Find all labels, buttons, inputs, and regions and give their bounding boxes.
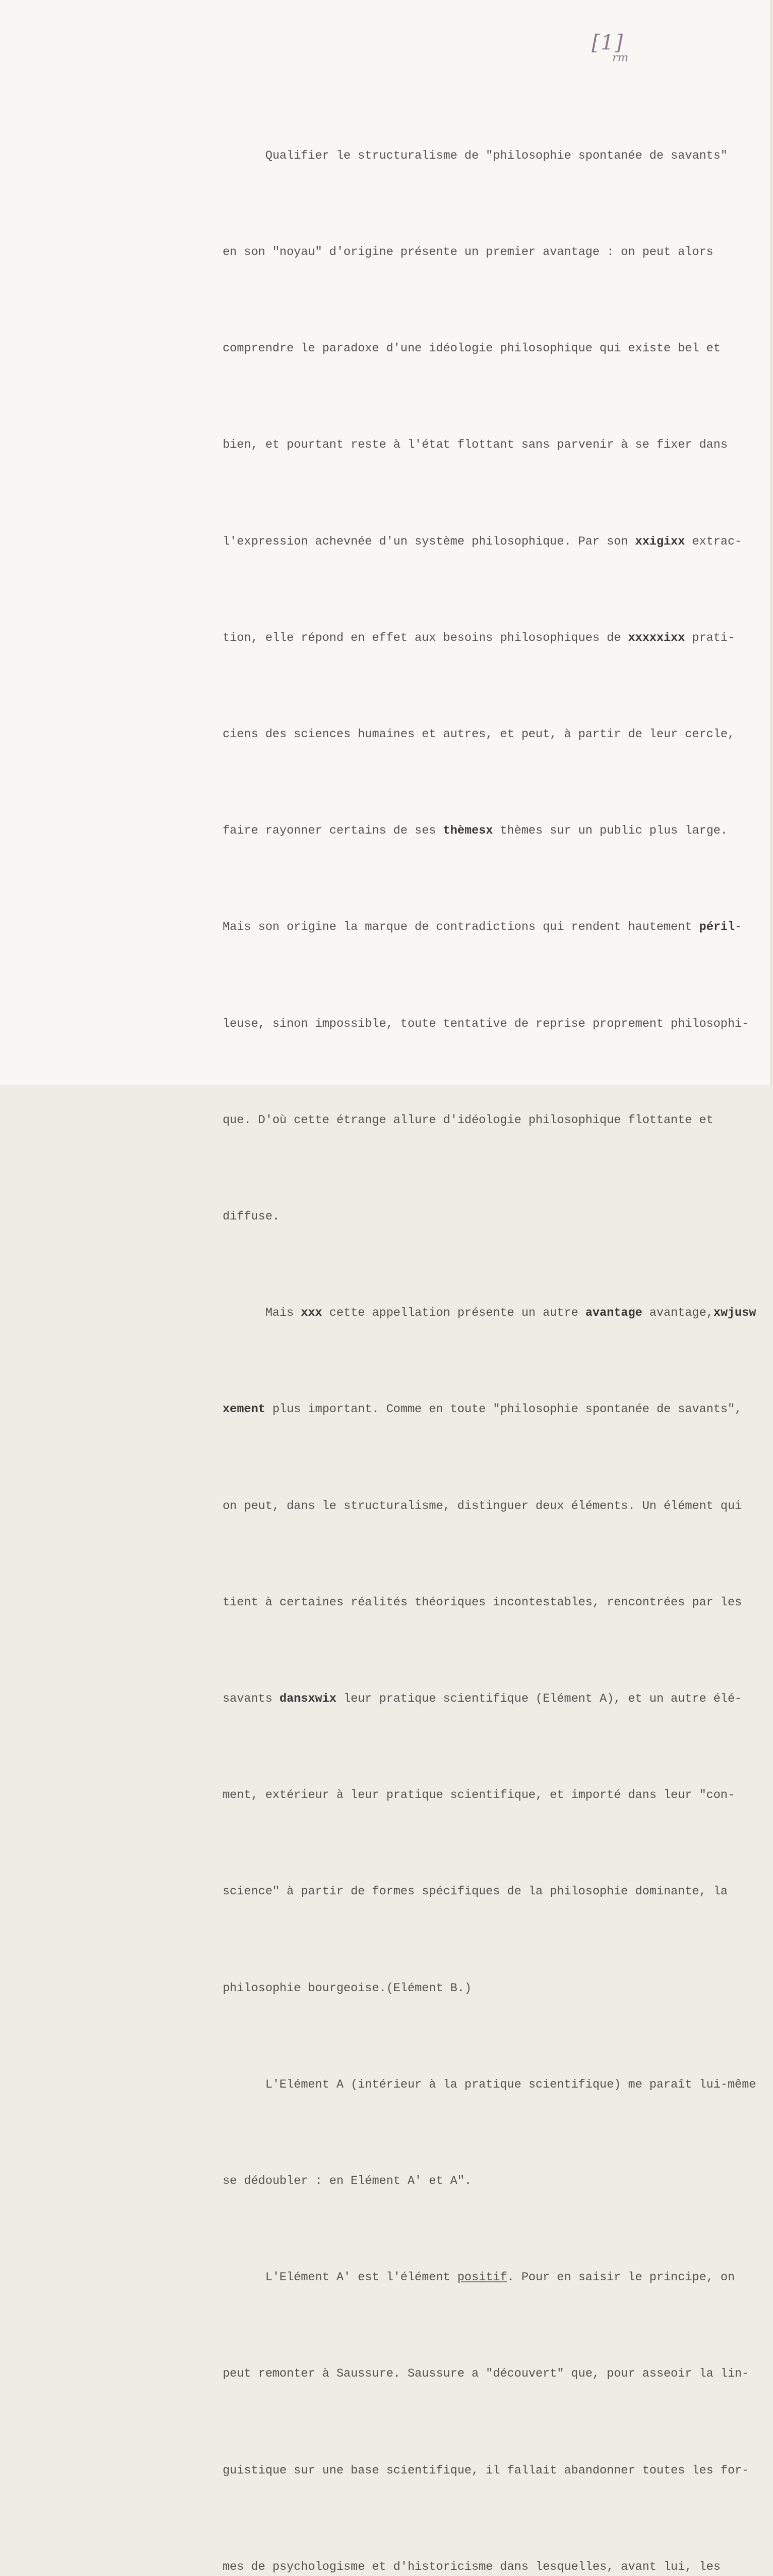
- text-line: [223, 1297, 757, 1329]
- text-line: peut remonter à Saussure. Saussure a "découvert" que, pour asseoir la lin-: [223, 2367, 749, 2381]
- text-line: philosophie bourgeoise.(Elément B.): [223, 1981, 472, 1995]
- line-text: -: [734, 920, 742, 934]
- text-line: comprendre le paradoxe d'une idéologie philosophique qui existe bel et: [223, 342, 721, 355]
- text-line: science" à partir de formes spécifiques de la philosophie dominante, la: [223, 1885, 728, 1899]
- page-edge: [770, 0, 773, 1085]
- text-line: [223, 2261, 748, 2293]
- underlined-word: positif: [457, 2270, 508, 2284]
- text-line: diffuse.: [223, 1210, 280, 1224]
- text-line: [223, 622, 748, 654]
- line-text: . Pour en saisir le principe, on: [507, 2270, 735, 2284]
- text-line: guistique sur une base scientifique, il fallait abandonner toutes les for-: [223, 2463, 749, 2477]
- line-text: plus important. Comme en toute "philosophie spontanée de savants",: [265, 1402, 742, 1416]
- handwritten-initials: rm: [612, 52, 629, 64]
- line-text: cette appellation présente un autre: [322, 1306, 585, 1320]
- struck-word: xxx: [300, 1306, 323, 1320]
- line-text: tion, elle répond en effet aux besoins philosophiques de: [223, 631, 628, 645]
- line-text: Mais: [223, 1306, 301, 1320]
- line-text: thèmes sur un public plus large.: [493, 824, 728, 838]
- text-line: se dédoubler : en Elément A' et A".: [223, 2174, 472, 2188]
- text-line: ment, extérieur à leur pratique scientifique, et importé dans leur "con-: [223, 1788, 735, 1802]
- typed-text-body: [223, 75, 757, 2576]
- text-line: [223, 526, 748, 557]
- text-line: tient à certaines réalités théoriques incontestables, rencontrées par les: [223, 1595, 742, 1609]
- text-line: [223, 1683, 748, 1715]
- text-line: en son "noyau" d'origine présente un premier avantage : on peut alors: [223, 245, 714, 259]
- line-text: l'expression achevnée d'un système philosophique. Par son: [223, 534, 635, 548]
- struck-word: xxxxxixx: [628, 631, 685, 645]
- line-text: avantage,: [642, 1306, 714, 1320]
- text-line: [223, 1393, 748, 1425]
- line-text: L'Elément A' est l'élément: [223, 2270, 458, 2284]
- line-text: faire rayonner certains de ses: [223, 824, 443, 838]
- text-line: que. D'où cette étrange allure d'idéologie philosophique flottante et: [223, 1113, 714, 1127]
- line-text: Mais son origine la marque de contradictions qui rendent hautement: [223, 920, 699, 934]
- struck-word: xxigixx: [635, 534, 685, 548]
- struck-word: péril: [699, 920, 735, 934]
- struck-word: xement: [223, 1402, 265, 1416]
- text-line: on peut, dans le structuralisme, distinguer deux éléments. Un élément qui: [223, 1499, 742, 1513]
- line-text: savants: [223, 1692, 280, 1706]
- text-line: [223, 911, 748, 943]
- text-line: mes de psychologisme et d'historicisme dans lesquelles, avant lui, les: [223, 2560, 721, 2573]
- line-text: extrac-: [685, 534, 742, 548]
- text-line: bien, et pourtant reste à l'état flottant sans parvenir à se fixer dans: [223, 438, 728, 452]
- struck-word: thèmesx: [443, 824, 493, 838]
- struck-word: xwjusw: [713, 1306, 757, 1320]
- line-text: prati-: [685, 631, 735, 645]
- struck-word: dansxwix: [279, 1692, 337, 1706]
- page-number-annotation: [1]: [592, 31, 624, 55]
- struck-word: avantage: [585, 1306, 643, 1320]
- text-line: leuse, sinon impossible, toute tentative de reprise proprement philosophi-: [223, 1016, 749, 1030]
- text-line: L'Elément A (intérieur à la pratique scientifique) me paraît lui-même: [223, 2077, 757, 2091]
- text-line: [223, 815, 748, 846]
- line-text: leur pratique scientifique (Elément A), et un autre élé-: [336, 1692, 742, 1706]
- text-line: ciens des sciences humaines et autres, et peut, à partir de leur cercle,: [223, 727, 735, 741]
- text-line: Qualifier le structuralisme de "philosophie spontanée de savants": [223, 148, 728, 162]
